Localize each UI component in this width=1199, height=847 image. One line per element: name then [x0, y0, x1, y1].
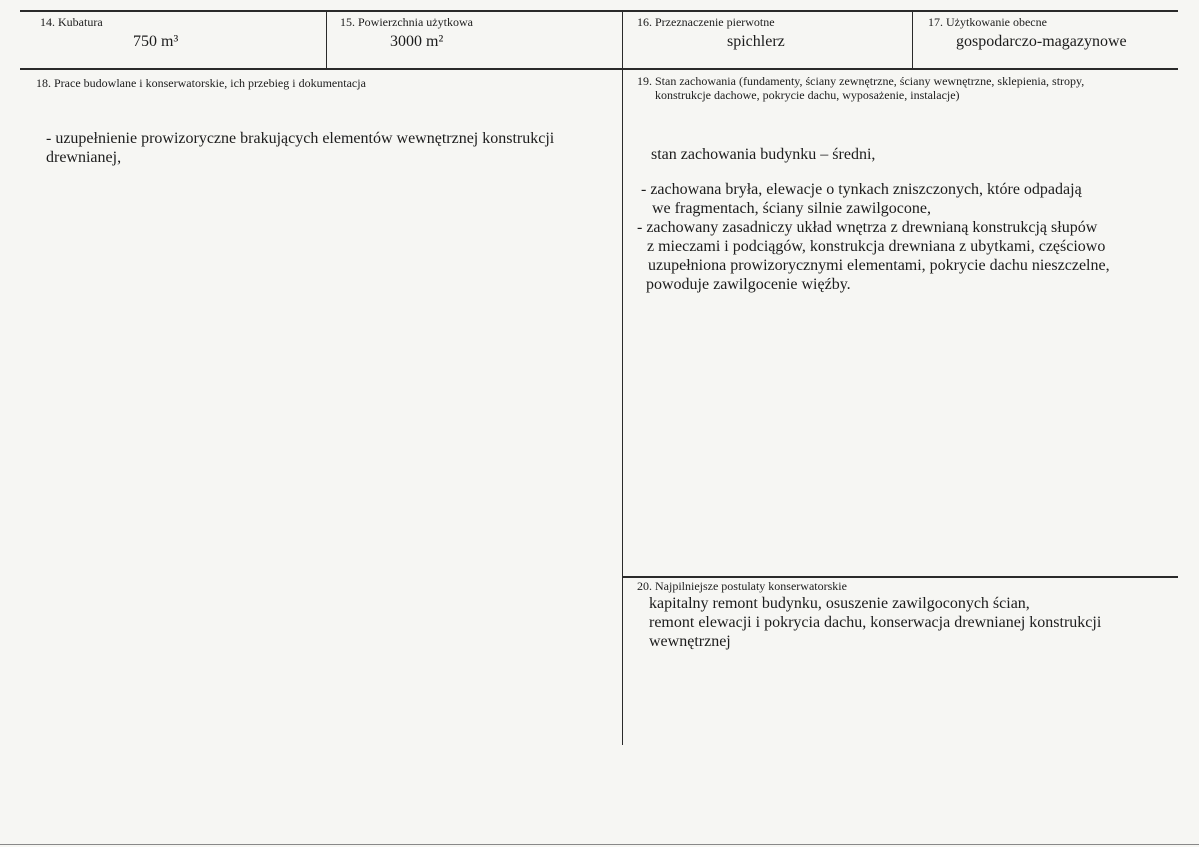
- postulaty-label: 20. Najpilniejsze postulaty konserwatorskie: [637, 579, 847, 593]
- postulaty-text: [649, 594, 1101, 651]
- stan-label-line: 19. Stan zachowania (fundamenty, ściany zewnętrzne, ściany wewnętrzne, sklepienia, stropy,: [637, 74, 1085, 88]
- stan-label-line: konstrukcje dachowe, pokrycie dachu, wyposażenie, instalacje): [655, 88, 960, 102]
- uzytkowanie-value: gospodarczo-magazynowe: [956, 33, 1127, 50]
- stan-summary: stan zachowania budynku – średni,: [651, 146, 876, 163]
- stan-details: [637, 180, 1110, 294]
- prace-text: [46, 129, 554, 167]
- row1-bottom-border: [20, 68, 1178, 70]
- row1-divider-1: [326, 10, 327, 70]
- stan-label: [637, 74, 1084, 102]
- powierzchnia-value: 3000 m²: [390, 33, 444, 50]
- postulaty-top-border: [622, 576, 1178, 578]
- przeznaczenie-label: 16. Przeznaczenie pierwotne: [637, 15, 775, 29]
- main-column-divider: [622, 68, 623, 745]
- uzytkowanie-label: 17. Użytkowanie obecne: [928, 15, 1047, 29]
- prace-line: drewnianej,: [46, 149, 122, 166]
- przeznaczenie-value: spichlerz: [727, 33, 785, 50]
- kubatura-value: 750 m³: [133, 33, 179, 50]
- top-border: [20, 10, 1178, 12]
- kubatura-label: 14. Kubatura: [40, 15, 103, 29]
- row1-divider-2: [622, 10, 623, 70]
- stan-line: powoduje zawilgocenie więźby.: [646, 276, 851, 293]
- stan-line: we fragmentach, ściany silnie zawilgocone,: [652, 200, 931, 217]
- powierzchnia-label: 15. Powierzchnia użytkowa: [340, 15, 473, 29]
- postulaty-line: wewnętrznej: [649, 633, 731, 650]
- stan-line: - zachowana bryła, elewacje o tynkach zniszczonych, które odpadają: [641, 181, 1082, 198]
- row1-divider-3: [912, 10, 913, 70]
- stan-line: uzupełniona prowizorycznymi elementami, pokrycie dachu nieszczelne,: [648, 257, 1110, 274]
- postulaty-line: kapitalny remont budynku, osuszenie zawilgoconych ścian,: [649, 595, 1030, 612]
- postulaty-line: remont elewacji i pokrycia dachu, konserwacja drewnianej konstrukcji: [649, 614, 1102, 631]
- prace-label: 18. Prace budowlane i konserwatorskie, ich przebieg i dokumentacja: [36, 76, 366, 90]
- prace-line: - uzupełnienie prowizoryczne brakujących elementów wewnętrznej konstrukcji: [46, 130, 555, 147]
- stan-line: - zachowany zasadniczy układ wnętrza z drewnianą konstrukcją słupów: [637, 219, 1098, 236]
- stan-line: z mieczami i podciągów, konstrukcja drewniana z ubytkami, częściowo: [647, 238, 1106, 255]
- bottom-edge-line: [0, 844, 1199, 845]
